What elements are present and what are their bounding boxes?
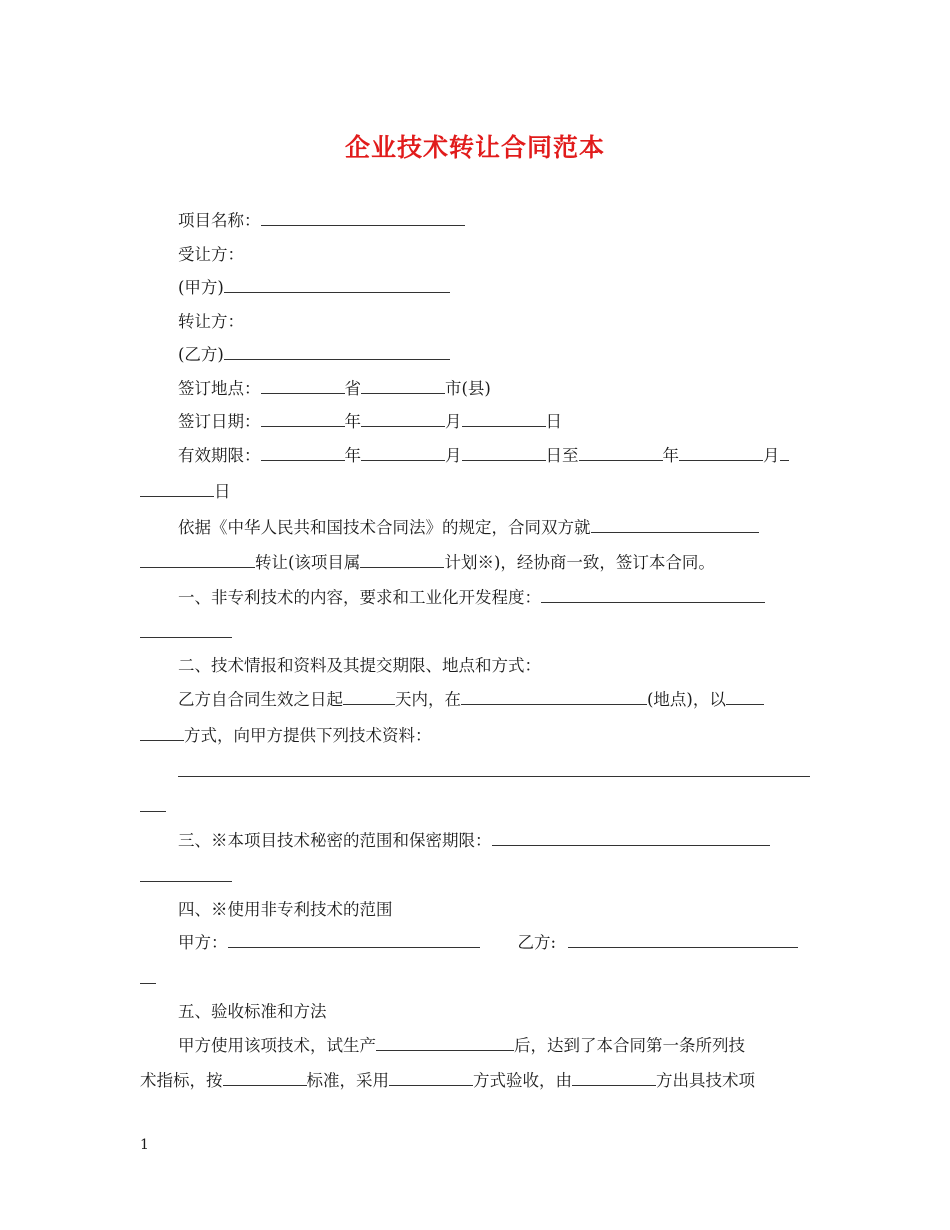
section-3-heading: 三、※本项目技术秘密的范围和保密期限： <box>178 831 492 850</box>
validity-line <box>178 445 789 467</box>
end-month-blank <box>679 445 763 461</box>
tech-materials-blank-1 <box>178 761 810 777</box>
s4-party-b-blank-2 <box>140 968 156 984</box>
location-blank <box>461 689 647 705</box>
transferor-line <box>178 311 244 333</box>
section-2-para-1 <box>178 689 764 711</box>
method-blank-2 <box>140 725 184 741</box>
s5-text-d: 标准，采用 <box>306 1071 389 1090</box>
standard-blank <box>223 1070 307 1086</box>
project-name-line <box>178 210 465 232</box>
section-1-line <box>178 587 765 609</box>
start-year-label: 年 <box>344 446 361 465</box>
section-1-continuation <box>140 622 232 644</box>
transferor-label: 转让方： <box>178 312 244 331</box>
basis-text-2b: 计划※)，经协商一致，签订本合同。 <box>444 553 715 572</box>
tech-materials-continuation <box>140 796 166 818</box>
issuer-blank <box>572 1070 656 1086</box>
party-b-line <box>178 344 450 366</box>
sign-date-line <box>178 411 562 433</box>
section-1-blank-2 <box>140 622 232 638</box>
start-month-label: 月 <box>445 446 462 465</box>
s2-text-c: (地点)，以 <box>647 690 726 709</box>
party-b-blank <box>224 344 450 360</box>
basis-text-2a: 转让(该项目属 <box>255 553 361 572</box>
section-4-continuation <box>140 968 156 990</box>
acceptance-method-blank <box>389 1070 473 1086</box>
section-5-para-1 <box>178 1035 745 1057</box>
plan-blank <box>360 552 444 568</box>
party-b-label: (乙方) <box>178 345 224 364</box>
s4-party-a-blank <box>228 932 480 948</box>
end-day-label: 日 <box>214 482 231 501</box>
start-day-blank <box>462 445 546 461</box>
validity-label: 有效期限： <box>178 446 261 465</box>
section-1-blank-1 <box>541 587 765 603</box>
transferee-label: 受让方： <box>178 245 244 264</box>
month-blank <box>361 411 445 427</box>
basis-line-1 <box>178 517 759 539</box>
section-5-heading: 五、验收标准和方法 <box>178 1002 327 1021</box>
days-blank <box>343 689 395 705</box>
end-year-label: 年 <box>662 446 679 465</box>
start-month-blank <box>361 445 445 461</box>
transferee-line <box>178 244 244 266</box>
s4-party-b-label: 乙方: <box>517 933 557 952</box>
tech-materials-blank-2 <box>140 796 166 812</box>
section-4-parties-line <box>178 932 798 954</box>
city-label: 市(县) <box>445 379 491 398</box>
s5-text-c: 术指标，按 <box>140 1071 223 1090</box>
section-4-heading: 四、※使用非专利技术的范围 <box>178 900 393 919</box>
party-a-label: (甲方) <box>178 278 224 297</box>
trial-production-blank <box>376 1035 514 1051</box>
s5-text-b: 后，达到了本合同第一条所列技 <box>514 1036 745 1055</box>
end-day-blank-part2 <box>140 481 214 497</box>
end-day-blank-part1 <box>780 445 789 461</box>
day-to-label: 日至 <box>545 446 579 465</box>
section-5-line <box>178 1001 327 1023</box>
s5-text-f: 方出具技术项 <box>656 1071 755 1090</box>
project-name-blank <box>261 210 465 226</box>
section-2-line <box>178 655 541 677</box>
section-3-line <box>178 830 770 852</box>
basis-text-1: 依据《中华人民共和国技术合同法》的规定，合同双方就 <box>178 518 591 537</box>
sign-place-line <box>178 378 491 400</box>
section-3-blank-2 <box>140 866 232 882</box>
province-blank <box>261 378 345 394</box>
basis-subject-blank-2 <box>140 552 255 568</box>
end-month-label: 月 <box>763 446 780 465</box>
tech-materials-line <box>178 761 810 783</box>
s4-party-a-label: 甲方： <box>178 933 228 952</box>
year-label: 年 <box>344 412 361 431</box>
section-3-continuation <box>140 866 232 888</box>
project-name-label: 项目名称： <box>178 211 261 230</box>
s2-text-a: 乙方自合同生效之日起 <box>178 690 343 709</box>
s2-text-b: 天内，在 <box>395 690 461 709</box>
start-year-blank <box>261 445 345 461</box>
method-blank-1 <box>726 689 764 705</box>
section-2-heading: 二、技术情报和资料及其提交期限、地点和方式： <box>178 656 541 675</box>
basis-line-2 <box>140 552 715 574</box>
document-title: 企业技术转让合同范本 <box>344 133 605 162</box>
page-number: 1 <box>140 1137 149 1153</box>
party-a-blank <box>224 277 450 293</box>
section-5-para-2 <box>140 1070 755 1092</box>
city-blank <box>361 378 445 394</box>
section-1-heading: 一、非专利技术的内容，要求和工业化开发程度： <box>178 588 541 607</box>
month-label: 月 <box>445 412 462 431</box>
section-3-blank-1 <box>492 830 770 846</box>
day-blank <box>462 411 546 427</box>
basis-subject-blank-1 <box>591 517 759 533</box>
validity-continuation-line <box>140 481 231 503</box>
s2-text-d: 方式，向甲方提供下列技术资料： <box>184 726 432 745</box>
sign-place-label: 签订地点： <box>178 379 261 398</box>
sign-date-label: 签订日期： <box>178 412 261 431</box>
section-2-para-2 <box>140 725 432 747</box>
day-label: 日 <box>545 412 562 431</box>
section-4-line <box>178 899 393 921</box>
s5-text-a: 甲方使用该项技术，试生产 <box>178 1036 376 1055</box>
party-a-line <box>178 277 450 299</box>
province-label: 省 <box>344 379 361 398</box>
s5-text-e: 方式验收，由 <box>473 1071 572 1090</box>
year-blank <box>261 411 345 427</box>
end-year-blank <box>579 445 663 461</box>
s4-party-b-blank-1 <box>568 932 798 948</box>
